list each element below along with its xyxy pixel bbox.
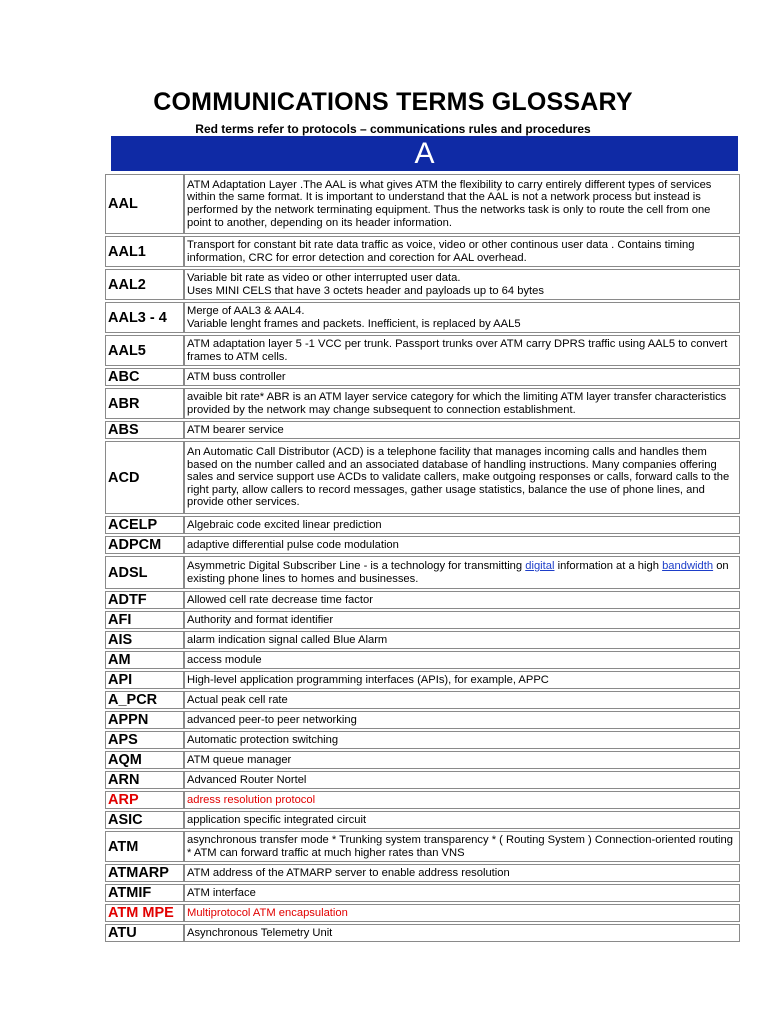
- glossary-definition: application specific integrated circuit: [184, 811, 740, 829]
- page-subtitle: Red terms refer to protocols – communications rules and procedures: [195, 122, 591, 136]
- glossary-term: API: [105, 671, 184, 689]
- glossary-row: [105, 591, 740, 609]
- definition-line: Uses MINI CELS that have 3 octets header and payloads up to 64 bytes: [187, 284, 544, 297]
- glossary-definition: ATM queue manager: [184, 751, 740, 769]
- glossary-term: AAL1: [105, 236, 184, 267]
- section-letter-bar: A: [111, 136, 738, 171]
- glossary-definition: Transport for constant bit rate data traffic as voice, video or other continous user data . Contains timing information, CRC for error detection and corection for AAL overhead.: [184, 236, 740, 267]
- glossary-term: AQM: [105, 751, 184, 769]
- glossary-definition: Actual peak cell rate: [184, 691, 740, 709]
- glossary-definition: ATM bearer service: [184, 421, 740, 439]
- glossary-definition: [184, 556, 740, 589]
- glossary-definition: [184, 269, 740, 300]
- glossary-term: AAL: [105, 174, 184, 234]
- glossary-row: [105, 556, 740, 589]
- glossary-definition: advanced peer-to peer networking: [184, 711, 740, 729]
- glossary-term: APPN: [105, 711, 184, 729]
- glossary-term: ADTF: [105, 591, 184, 609]
- glossary-term: A_PCR: [105, 691, 184, 709]
- glossary-row: [105, 691, 740, 709]
- definition-link[interactable]: digital: [525, 559, 555, 572]
- glossary-row: [105, 516, 740, 534]
- glossary-row: [105, 791, 740, 809]
- glossary-row: [105, 335, 740, 366]
- glossary-definition: ATM adaptation layer 5 -1 VCC per trunk. Passport trunks over ATM carry DPRS traffic using AAL5 to convert frames to ATM cells.: [184, 335, 740, 366]
- glossary-term: ASIC: [105, 811, 184, 829]
- glossary-definition: adress resolution protocol: [184, 791, 740, 809]
- glossary-row: [105, 711, 740, 729]
- glossary-row: [105, 811, 740, 829]
- glossary-term: ATM: [105, 831, 184, 862]
- glossary-row: [105, 236, 740, 267]
- glossary-definition: alarm indication signal called Blue Alarm: [184, 631, 740, 649]
- glossary-term: ARN: [105, 771, 184, 789]
- glossary-term: AM: [105, 651, 184, 669]
- glossary-definition: access module: [184, 651, 740, 669]
- glossary-definition: Automatic protection switching: [184, 731, 740, 749]
- glossary-row: [105, 731, 740, 749]
- glossary-row: [105, 771, 740, 789]
- glossary-definition: avaible bit rate* ABR is an ATM layer service category for which the limiting ATM layer transfer characteristics provided by the network may change subsequent to connection establishment.: [184, 388, 740, 419]
- glossary-definition: Advanced Router Nortel: [184, 771, 740, 789]
- glossary-definition: asynchronous transfer mode * Trunking system transparency * ( Routing System ) Connection-oriented routing * ATM can forward traffic at much higher rates than VNS: [184, 831, 740, 862]
- definition-text: on existing phone lines to homes and businesses.: [187, 559, 729, 585]
- glossary-row: [105, 904, 740, 922]
- glossary-term: AAL2: [105, 269, 184, 300]
- glossary-term: AAL5: [105, 335, 184, 366]
- glossary-definition: Multiprotocol ATM encapsulation: [184, 904, 740, 922]
- glossary-row: [105, 441, 740, 514]
- glossary-definition: Authority and format identifier: [184, 611, 740, 629]
- glossary-definition: High-level application programming interfaces (APIs), for example, APPC: [184, 671, 740, 689]
- glossary-term: ATU: [105, 924, 184, 942]
- glossary-row: [105, 302, 740, 333]
- definition-text: Asymmetric Digital Subscriber Line - is a technology for transmitting: [187, 559, 526, 572]
- glossary-term: ABR: [105, 388, 184, 419]
- glossary-term: ABC: [105, 368, 184, 386]
- glossary-term: AIS: [105, 631, 184, 649]
- definition-line: Variable lenght frames and packets. Inefficient, is replaced by AAL5: [187, 317, 521, 330]
- glossary-definition: ATM interface: [184, 884, 740, 902]
- glossary-term: ADSL: [105, 556, 184, 589]
- glossary-term: ATMIF: [105, 884, 184, 902]
- definition-link[interactable]: bandwidth: [662, 559, 714, 572]
- glossary-row: [105, 651, 740, 669]
- glossary-definition: ATM address of the ATMARP server to enable address resolution: [184, 864, 740, 882]
- glossary-term: ACD: [105, 441, 184, 514]
- glossary-row: [105, 631, 740, 649]
- glossary-definition: [184, 302, 740, 333]
- glossary-definition: adaptive differential pulse code modulation: [184, 536, 740, 554]
- glossary-definition: Allowed cell rate decrease time factor: [184, 591, 740, 609]
- glossary-definition: An Automatic Call Distributor (ACD) is a telephone facility that manages incoming calls and handles them based on the number called and an associated database of handling instructions. Many companies offering sales and service support use ACDs to validate callers, make outgoing responses or calls, forward calls to the right party, allow callers to record messages, gather usage statistics, balance the use of phone lines, and provide other services.: [184, 441, 740, 514]
- glossary-definition: Algebraic code excited linear prediction: [184, 516, 740, 534]
- definition-line: Merge of AAL3 & AAL4.: [187, 304, 305, 317]
- glossary-row: [105, 174, 740, 234]
- glossary-term: ATM MPE: [105, 904, 184, 922]
- glossary-row: [105, 884, 740, 902]
- glossary-row: [105, 671, 740, 689]
- glossary-row: [105, 421, 740, 439]
- glossary-term: ARP: [105, 791, 184, 809]
- glossary-row: [105, 924, 740, 942]
- glossary-row: [105, 831, 740, 862]
- glossary-term: ABS: [105, 421, 184, 439]
- page-title: COMMUNICATIONS TERMS GLOSSARY: [153, 88, 633, 116]
- definition-line: Variable bit rate as video or other interrupted user data.: [187, 271, 461, 284]
- glossary-definition: ATM Adaptation Layer .The AAL is what gives ATM the flexibility to carry entirely different types of services within the same format. It is important to understand that the AAL is not a network process but instead is performed by the network terminating equipment. Thus the networks task is only to route the cell from one point to another, depending on its header information.: [184, 174, 740, 234]
- glossary-term: ATMARP: [105, 864, 184, 882]
- glossary-row: [105, 536, 740, 554]
- glossary-table: [105, 172, 740, 944]
- glossary-row: [105, 269, 740, 300]
- glossary-definition: Asynchronous Telemetry Unit: [184, 924, 740, 942]
- glossary-row: [105, 368, 740, 386]
- glossary-term: ADPCM: [105, 536, 184, 554]
- glossary-row: [105, 864, 740, 882]
- glossary-row: [105, 751, 740, 769]
- glossary-term: AFI: [105, 611, 184, 629]
- glossary-row: [105, 611, 740, 629]
- glossary-term: AAL3 - 4: [105, 302, 184, 333]
- definition-text: information at a high: [554, 559, 663, 572]
- glossary-definition: ATM buss controller: [184, 368, 740, 386]
- glossary-row: [105, 388, 740, 419]
- glossary-term: APS: [105, 731, 184, 749]
- glossary-term: ACELP: [105, 516, 184, 534]
